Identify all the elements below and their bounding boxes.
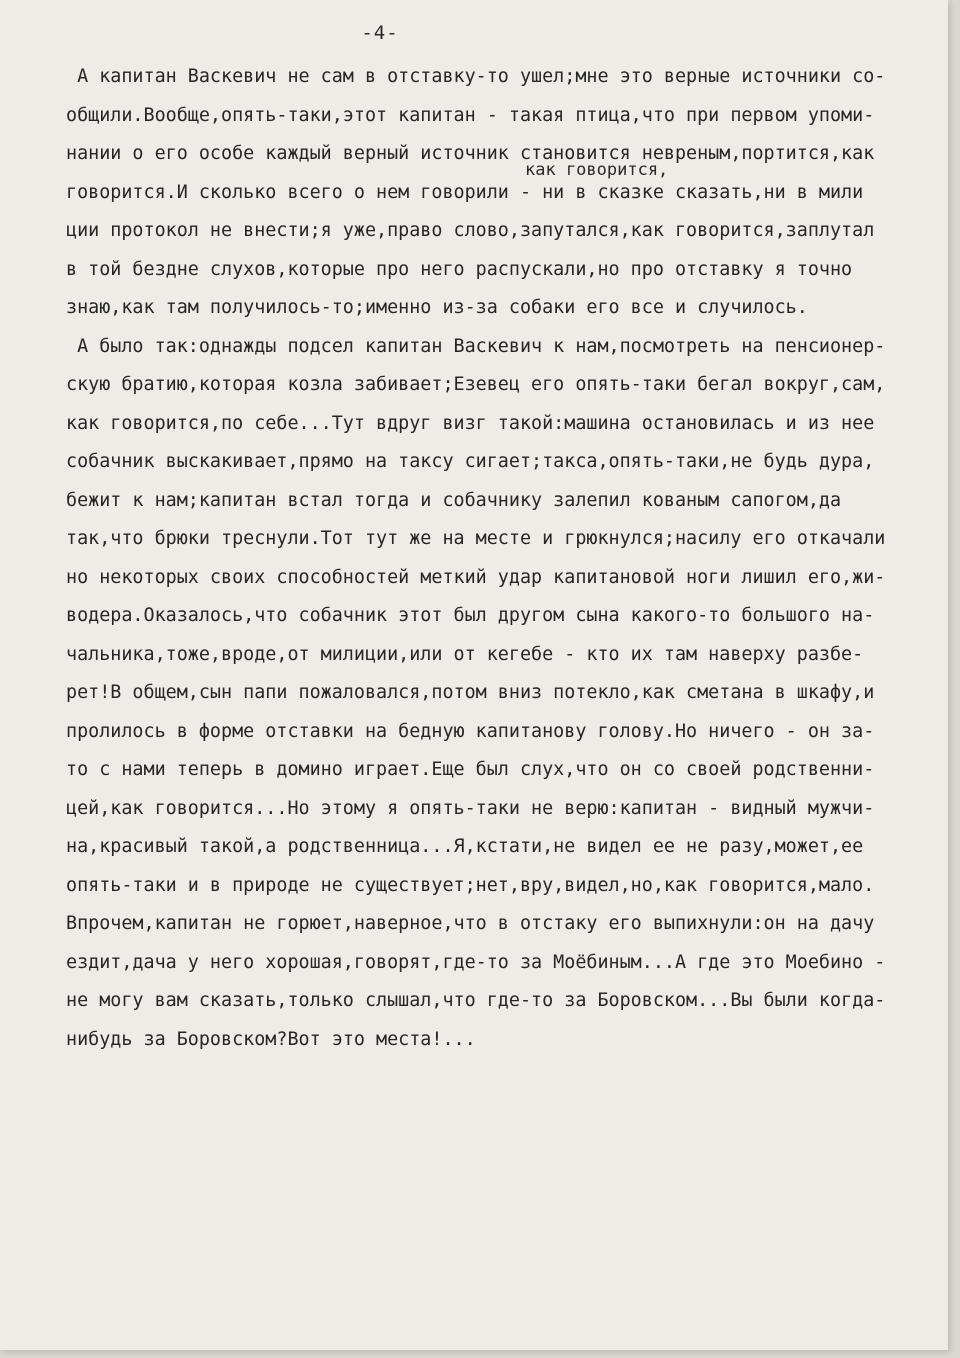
text-line: нании о его особе каждый верный источник становится невреным,портится,как bbox=[66, 143, 875, 164]
text-line: Впрочем,капитан не горюет,наверное,что в отстаку его выпихнули:он на дачу bbox=[66, 913, 875, 934]
text-line: водера.Оказалось,что собачник этот был другом сына какого-то большого на- bbox=[66, 605, 875, 626]
text-line: собачник выскакивает,прямо на таксу сигает;такса,опять-таки,не будь дура, bbox=[66, 451, 875, 472]
text-line: знаю,как там получилось-то;именно из-за собаки его все и случилось. bbox=[66, 297, 808, 318]
text-line: А было так:однажды подсел капитан Васкевич к нам,посмотреть на пенсионер- bbox=[66, 335, 886, 357]
text-line: говорится.И сколько всего о нем говорили - ни в сказке сказать,ни в мили bbox=[66, 181, 864, 203]
text-line: то с нами теперь в домино играет.Еще был слух,что он со своей родственни- bbox=[66, 759, 875, 780]
text-line: пролилось в форме отставки на бедную капитанову голову.Но ничего - он за- bbox=[66, 720, 875, 742]
page-number: -4- bbox=[361, 22, 399, 44]
text-line: рет!В общем,сын папи пожаловался,потом вниз потекло,как сметана в шкафу,и bbox=[66, 682, 875, 703]
text-line: но некоторых своих способностей меткий удар капитановой ноги лишил его,жи- bbox=[66, 566, 886, 588]
text-line: как говорится,по себе...Тут вдруг визг такой:машина остановилась и из нее bbox=[66, 412, 875, 434]
text-line: общили.Вообще,опять-таки,этот капитан - такая птица,что при первом упоми- bbox=[66, 104, 875, 126]
text-line: ездит,дача у него хорошая,говорят,где-то за Моёбиным...А где это Моебино - bbox=[66, 951, 886, 973]
text-line: скую братию,которая козла забивает;Езевец его опять-таки бегал вокруг,сам, bbox=[66, 374, 886, 395]
text-line: А капитан Васкевич не сам в отставку-то ушел;мне это верные источники со- bbox=[66, 66, 886, 87]
text-line: нибудь за Боровском?Вот это места!... bbox=[66, 1028, 476, 1050]
text-line: на,красивый такой,а родственница...Я,кстати,не видел ее не разу,может,ее bbox=[66, 836, 864, 857]
text-line: опять-таки и в природе не существует;нет,вру,видел,но,как говорится,мало. bbox=[66, 874, 875, 896]
text-line: в той бездне слухов,которые про него распускали,но про отставку я точно bbox=[66, 258, 853, 280]
text-line: цей,как говорится...Но этому я опять-таки не верю:капитан - видный мужчи- bbox=[66, 797, 875, 819]
text-line: так,что брюки треснули.Тот тут же на месте и грюкнулся;насилу его откачали bbox=[66, 528, 886, 549]
body-text bbox=[66, 58, 946, 1059]
text-line: ции протокол не внести;я уже,право слово,запутался,как говорится,заплутал bbox=[66, 220, 875, 241]
handwritten-insertion: как говорится, bbox=[525, 160, 669, 180]
text-line: чальника,тоже,вроде,от милиции,или от кегебе - кто их там наверху разбе- bbox=[66, 643, 864, 665]
text-line: бежит к нам;капитан встал тогда и собачнику залепил кованым сапогом,да bbox=[66, 489, 842, 511]
text-line: не могу вам сказать,только слышал,что где-то за Боровском...Вы были когда- bbox=[66, 990, 886, 1011]
